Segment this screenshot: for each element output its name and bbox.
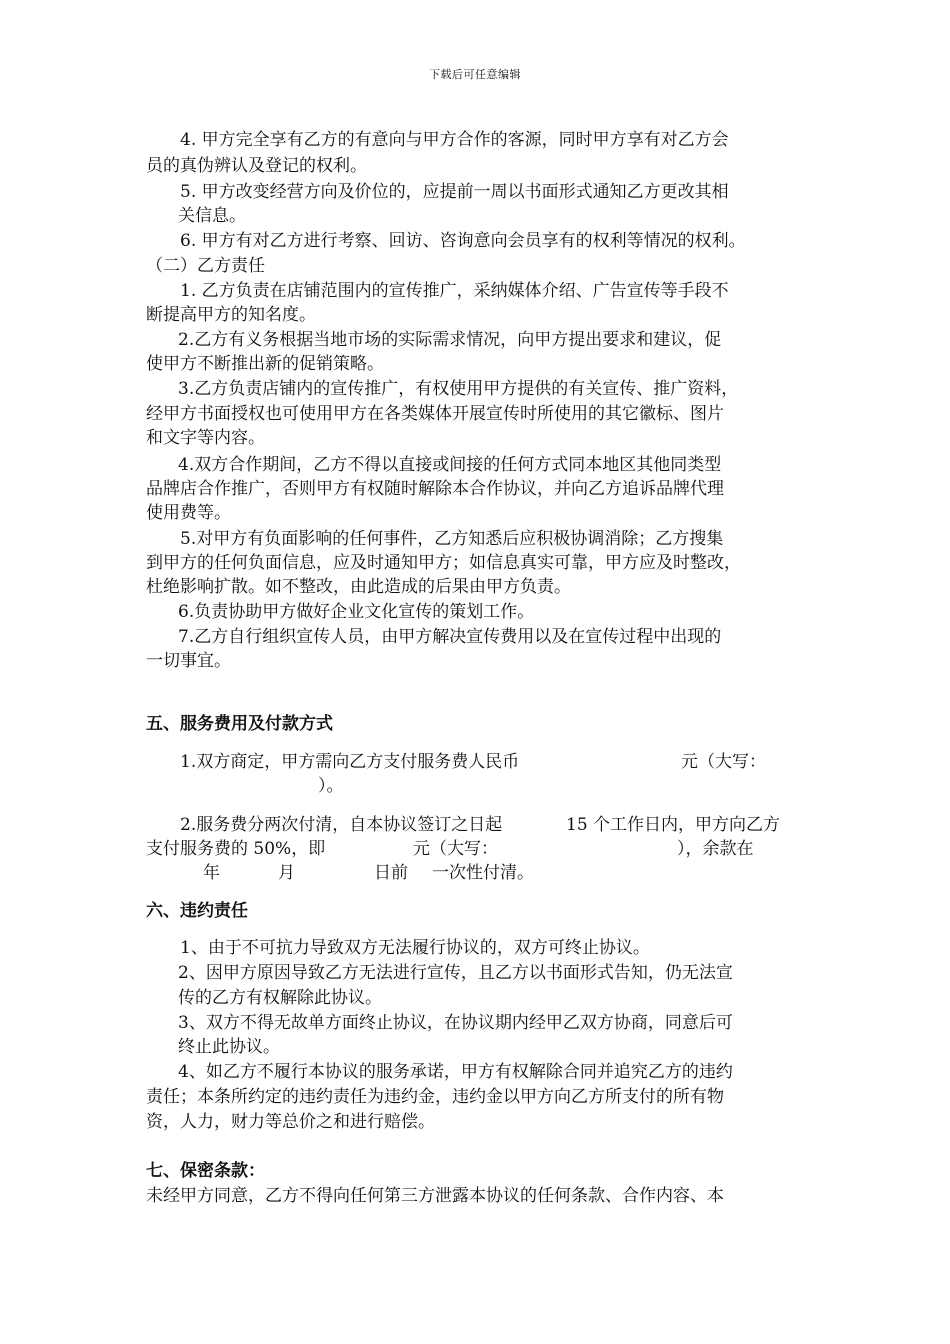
clause-b5-line2: 到甲方的任何负面信息，应及时通知甲方；如信息真实可靠，甲方应及时整改， (146, 553, 741, 573)
fee-clause2-line2b: 元（大写： (413, 839, 498, 859)
clause-a4-line2: 员的真伪辨认及登记的权利。 (146, 156, 367, 176)
clause-b4-line2: 品牌店合作推广，否则甲方有权随时解除本合作协议，并向乙方追诉品牌代理 (146, 479, 724, 499)
fee-clause1-text: 1.双方商定，甲方需向乙方支付服务费人民币 (180, 752, 520, 772)
clause-b1-line2: 断提高甲方的知名度。 (146, 305, 316, 325)
page-header: 下载后可任意编辑 (429, 68, 521, 81)
confidentiality-line1: 未经甲方同意，乙方不得向任何第三方泄露本协议的任何条款、合作内容、本 (146, 1186, 724, 1206)
fee-clause2-day: 日前 (374, 863, 408, 883)
clause-a6-line1: 6. 甲方有对乙方进行考察、回访、咨询意向会员享有的权利等情况的权利。 (180, 231, 746, 251)
breach-clause4-line2: 责任；本条所约定的违约责任为违约金，违约金以甲方向乙方所支付的所有物 (146, 1087, 724, 1107)
clause-b4-line3: 使用费等。 (146, 503, 231, 523)
clause-b6-line1: 6.负责协助甲方做好企业文化宣传的策划工作。 (178, 602, 535, 622)
clause-b3-line1: 3.乙方负责店铺内的宣传推广，有权使用甲方提供的有关宣传、推广资料， (178, 379, 739, 399)
clause-b4-line1: 4.双方合作期间，乙方不得以直接或间接的任何方式同本地区其他同类型 (178, 455, 722, 475)
clause-b2-line1: 2.乙方有义务根据当地市场的实际需求情况，向甲方提出要求和建议，促 (178, 330, 722, 350)
fee-clause2-line1b: 15 个工作日内，甲方向乙方 (566, 815, 781, 835)
breach-clause2-line1: 2、因甲方原因导致乙方无法进行宣传，且乙方以书面形式告知，仍无法宣 (178, 963, 733, 983)
fee-clause2-tail: 一次性付清。 (432, 863, 534, 883)
fee-clause2-line1a: 2.服务费分两次付清，自本协议签订之日起 (180, 815, 503, 835)
breach-clause3-line2: 终止此协议。 (178, 1037, 280, 1057)
fee-clause2-year: 年 (203, 863, 220, 883)
fee-clause2-line2c: ），余款在 (677, 839, 754, 859)
clause-b5-line3: 杜绝影响扩散。如不整改，由此造成的后果由甲方负责。 (146, 577, 571, 597)
fee-clause2-month: 月 (278, 863, 295, 883)
fee-clause1-amount-label: 元（大写： (681, 752, 766, 772)
clause-b3-line3: 和文字等内容。 (146, 428, 265, 448)
breach-clause4-line1: 4、如乙方不履行本协议的服务承诺，甲方有权解除合同并追究乙方的违约 (178, 1062, 733, 1082)
section-6-heading: 六、违约责任 (146, 901, 248, 921)
clause-b1-line1: 1. 乙方负责在店铺范围内的宣传推广，采纳媒体介绍、广告宣传等手段不 (180, 281, 729, 301)
fee-clause1-close: ）。 (318, 776, 344, 796)
clause-a4-line1: 4. 甲方完全享有乙方的有意向与甲方合作的客源，同时甲方享有对乙方会 (180, 130, 729, 150)
section-5-heading: 五、服务费用及付款方式 (146, 714, 333, 734)
breach-clause1: 1、由于不可抗力导致双方无法履行协议的，双方可终止协议。 (180, 938, 650, 958)
clause-b7-line1: 7.乙方自行组织宣传人员，由甲方解决宣传费用以及在宣传过程中出现的 (178, 627, 722, 647)
breach-clause3-line1: 3、双方不得无故单方面终止协议，在协议期内经甲乙双方协商，同意后可 (178, 1013, 733, 1033)
clause-b5-line1: 5.对甲方有负面影响的任何事件，乙方知悉后应积极协调消除；乙方搜集 (180, 529, 724, 549)
clause-b3-line2: 经甲方书面授权也可使用甲方在各类媒体开展宣传时所使用的其它徽标、图片 (146, 404, 724, 424)
subsection-b-heading: （二）乙方责任 (146, 256, 265, 276)
clause-b7-line2: 一切事宜。 (146, 651, 231, 671)
clause-b2-line2: 使甲方不断推出新的促销策略。 (146, 354, 384, 374)
breach-clause2-line2: 传的乙方有权解除此协议。 (178, 988, 382, 1008)
clause-a5-line2: 关信息。 (178, 206, 246, 226)
section-7-heading: 七、保密条款： (146, 1161, 265, 1181)
breach-clause4-line3: 资，人力，财力等总价之和进行赔偿。 (146, 1112, 435, 1132)
clause-a5-line1: 5. 甲方改变经营方向及价位的，应提前一周以书面形式通知乙方更改其相 (180, 182, 729, 202)
fee-clause2-line2a: 支付服务费的 50%，即 (146, 839, 326, 859)
